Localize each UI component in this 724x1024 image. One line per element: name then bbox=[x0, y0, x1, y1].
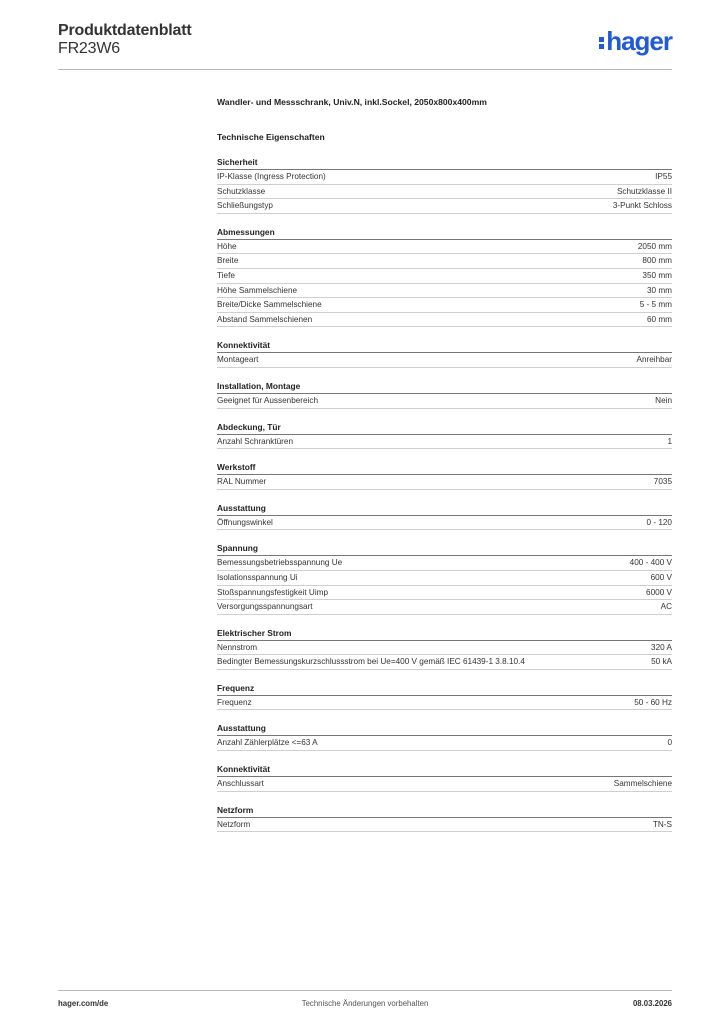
property-value: 600 V bbox=[650, 572, 672, 582]
property-value: 400 - 400 V bbox=[629, 558, 672, 568]
property-value: AC bbox=[660, 602, 672, 612]
page-footer bbox=[58, 990, 672, 1013]
document-title: Produktdatenblatt bbox=[58, 22, 192, 39]
property-group bbox=[217, 804, 672, 833]
property-value: 0 - 120 bbox=[646, 517, 672, 527]
property-value: 6000 V bbox=[646, 587, 672, 597]
property-label: Öffnungswinkel bbox=[217, 517, 273, 527]
logo-text: hager bbox=[606, 26, 672, 56]
property-row bbox=[217, 254, 672, 269]
property-groups bbox=[217, 156, 672, 832]
page-header bbox=[58, 18, 672, 70]
property-group bbox=[217, 461, 672, 490]
property-value: 2050 mm bbox=[637, 241, 672, 251]
property-row bbox=[217, 556, 672, 571]
property-label: Schutzklasse bbox=[217, 186, 266, 196]
property-value: 5 - 5 mm bbox=[639, 300, 672, 310]
property-row bbox=[217, 269, 672, 284]
group-title: Installation, Montage bbox=[217, 380, 672, 394]
property-group bbox=[217, 502, 672, 531]
property-label: Tiefe bbox=[217, 270, 235, 280]
property-label: Breite bbox=[217, 256, 239, 266]
property-label: Versorgungsspannungsart bbox=[217, 602, 313, 612]
property-group bbox=[217, 763, 672, 792]
property-label: Höhe bbox=[217, 241, 237, 251]
property-value: 800 mm bbox=[642, 256, 672, 266]
property-row bbox=[217, 435, 672, 450]
footer-disclaimer: Technische Änderungen vorbehalten bbox=[301, 999, 429, 1008]
property-row bbox=[217, 586, 672, 601]
property-value: 1 bbox=[667, 436, 672, 446]
property-group bbox=[217, 156, 672, 214]
property-row bbox=[217, 185, 672, 200]
property-row bbox=[217, 736, 672, 751]
group-title: Ausstattung bbox=[217, 502, 672, 516]
datasheet-content bbox=[217, 95, 672, 832]
property-value: 0 bbox=[667, 738, 672, 748]
property-label: Netzform bbox=[217, 819, 251, 829]
property-group bbox=[217, 542, 672, 614]
property-label: RAL Nummer bbox=[217, 477, 267, 487]
group-title: Netzform bbox=[217, 804, 672, 818]
property-row bbox=[217, 571, 672, 586]
property-row bbox=[217, 655, 672, 670]
property-row bbox=[217, 240, 672, 255]
property-value: 60 mm bbox=[646, 314, 672, 324]
group-title: Abdeckung, Tür bbox=[217, 421, 672, 435]
property-row bbox=[217, 313, 672, 328]
property-value: Schutzklasse II bbox=[616, 186, 672, 196]
property-row bbox=[217, 516, 672, 531]
product-code: FR23W6 bbox=[58, 40, 120, 57]
property-group bbox=[217, 682, 672, 711]
group-title: Abmessungen bbox=[217, 226, 672, 240]
property-row bbox=[217, 353, 672, 368]
logo-dots-icon bbox=[599, 36, 604, 50]
group-title: Konnektivität bbox=[217, 763, 672, 777]
property-row bbox=[217, 777, 672, 792]
property-group bbox=[217, 722, 672, 751]
property-value: 50 kA bbox=[651, 657, 672, 667]
property-row bbox=[217, 818, 672, 833]
property-row bbox=[217, 394, 672, 409]
group-title: Elektrischer Strom bbox=[217, 627, 672, 641]
property-row bbox=[217, 284, 672, 299]
property-row bbox=[217, 600, 672, 615]
property-label: Nennstrom bbox=[217, 642, 258, 652]
property-value: 30 mm bbox=[646, 285, 672, 295]
property-value: 320 A bbox=[651, 642, 672, 652]
property-label: Anschlussart bbox=[217, 779, 264, 789]
property-value: 350 mm bbox=[642, 270, 672, 280]
group-title: Konnektivität bbox=[217, 339, 672, 353]
hager-logo bbox=[599, 26, 672, 56]
group-title: Werkstoff bbox=[217, 461, 672, 475]
property-label: Isolationsspannung Ui bbox=[217, 572, 298, 582]
property-group bbox=[217, 421, 672, 450]
property-label: Anzahl Schranktüren bbox=[217, 436, 294, 446]
property-label: Schließungstyp bbox=[217, 201, 273, 211]
property-label: Anzahl Zählerplätze <=63 A bbox=[217, 738, 318, 748]
property-value: Sammelschiene bbox=[613, 779, 672, 789]
property-label: Bedingter Bemessungskurzschlussstrom bei Ue=400 V gemäß IEC 61439-1 3.8.10.4 bbox=[217, 657, 525, 667]
group-title: Ausstattung bbox=[217, 722, 672, 736]
footer-date: 08.03.2026 bbox=[632, 999, 672, 1008]
property-row bbox=[217, 696, 672, 711]
property-value: TN-S bbox=[652, 819, 672, 829]
property-group bbox=[217, 380, 672, 409]
property-row bbox=[217, 298, 672, 313]
property-value: Anreihbar bbox=[636, 355, 672, 365]
property-row bbox=[217, 475, 672, 490]
property-label: Höhe Sammelschiene bbox=[217, 285, 298, 295]
property-value: 7035 bbox=[653, 477, 672, 487]
product-description: Wandler- und Messschrank, Univ.N, inkl.Sockel, 2050x800x400mm bbox=[217, 97, 487, 107]
property-label: Montageart bbox=[217, 355, 259, 365]
section-title: Technische Eigenschaften bbox=[217, 132, 325, 142]
group-title: Sicherheit bbox=[217, 156, 672, 170]
footer-website: hager.com/de bbox=[58, 999, 109, 1008]
property-label: Frequenz bbox=[217, 697, 252, 707]
property-label: Abstand Sammelschienen bbox=[217, 314, 313, 324]
property-row bbox=[217, 199, 672, 214]
property-group bbox=[217, 627, 672, 670]
property-value: 3-Punkt Schloss bbox=[612, 201, 672, 211]
property-label: IP-Klasse (Ingress Protection) bbox=[217, 172, 326, 181]
group-title: Spannung bbox=[217, 542, 672, 556]
group-title: Frequenz bbox=[217, 682, 672, 696]
property-value: Nein bbox=[655, 395, 672, 405]
property-label: Geeignet für Aussenbereich bbox=[217, 395, 319, 405]
property-group bbox=[217, 226, 672, 328]
property-row bbox=[217, 170, 672, 185]
property-label: Bemessungsbetriebsspannung Ue bbox=[217, 558, 343, 568]
property-label: Stoßspannungsfestigkeit Uimp bbox=[217, 587, 329, 597]
property-value: IP55 bbox=[655, 172, 672, 181]
property-row bbox=[217, 641, 672, 656]
property-group bbox=[217, 339, 672, 368]
property-value: 50 - 60 Hz bbox=[634, 697, 672, 707]
property-label: Breite/Dicke Sammelschiene bbox=[217, 300, 322, 310]
